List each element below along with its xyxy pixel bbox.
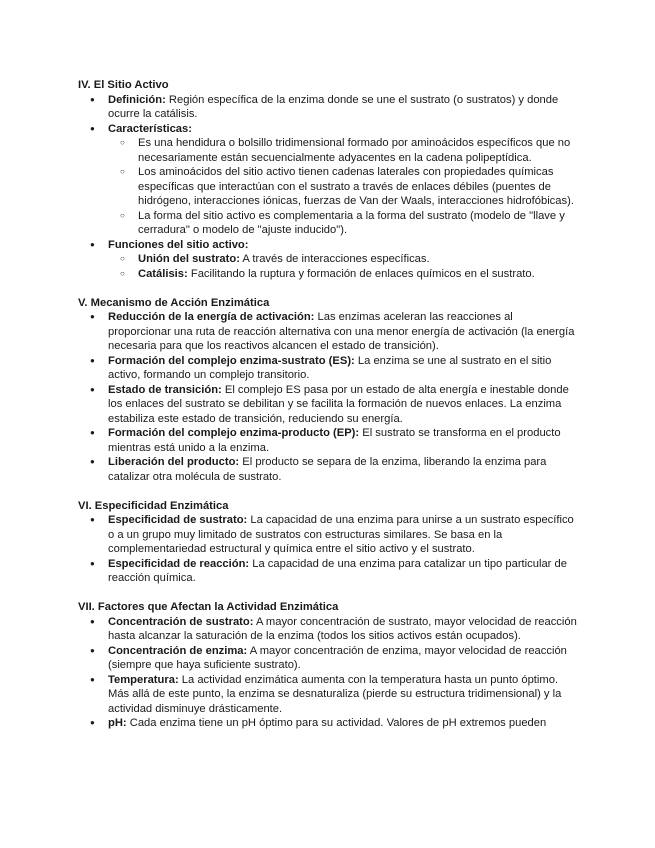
section-heading: VI. Especificidad Enzimática xyxy=(78,499,229,512)
sub-list-item: ○ La forma del sitio activo es complementaria a la forma del sustrato (modelo de "llave y cerradura" o modelo de "ajuste inducido"). xyxy=(108,209,578,238)
list-item xyxy=(78,238,578,282)
term: Formación del complejo enzima-producto (EP): xyxy=(108,427,360,439)
section-factores xyxy=(78,600,578,731)
description: Facilitando la ruptura y formación de enlaces químicos en el sustrato. xyxy=(187,267,535,280)
sub-list-item xyxy=(108,267,578,282)
description: La actividad enzimática aumenta con la temperatura hasta un punto óptimo. Más allá de este punto, la enzima se desnaturaliza (pierde su estructura tridimensional) y la actividad disminuye drásticamente. xyxy=(108,673,562,715)
term: Concentración de enzima: xyxy=(108,644,248,657)
description: Cada enzima tiene un pH óptimo para su actividad. Valores de pH extremos pueden xyxy=(126,717,547,729)
section-sitio-activo xyxy=(78,78,578,281)
description: A través de interacciones específicas. xyxy=(239,253,430,265)
bullet-list xyxy=(78,93,578,282)
description: Región específica de la enzima donde se une el sustrato (o sustratos) y donde ocurre la catálisis. xyxy=(108,93,559,120)
description: A mayor concentración de enzima, mayor velocidad de reacción (siempre que haya suficiente sustrato). xyxy=(108,644,567,671)
list-item xyxy=(78,615,578,644)
term: Estado de transición: xyxy=(108,383,222,396)
list-item xyxy=(78,122,578,238)
document-body xyxy=(78,78,578,731)
sub-list xyxy=(108,252,578,281)
list-item xyxy=(78,426,578,455)
list-item xyxy=(78,310,578,354)
description: La capacidad de una enzima para unirse a un sustrato específico o a un grupo muy limitado de sustratos con estructuras similares. Se basa en la complementariedad estructural y química entre el sitio activo y el sustrato. xyxy=(108,514,574,555)
list-item xyxy=(78,354,578,383)
list-item xyxy=(78,455,578,484)
term: Reducción de la energía de activación: xyxy=(108,311,315,323)
term: Funciones del sitio activo: xyxy=(108,238,249,251)
description: El producto se separa de la enzima, liberando la enzima para catalizar otra molécula de sustrato. xyxy=(108,456,547,483)
bullet-list xyxy=(78,615,578,731)
description: A mayor concentración de sustrato, mayor velocidad de reacción hasta alcanzar la saturación de la enzima (todos los sitios activos están ocupados). xyxy=(108,615,577,642)
description: La enzima se une al sustrato en el sitio activo, formando un complejo transitorio. xyxy=(108,354,552,381)
term: Especificidad de reacción: xyxy=(108,557,250,570)
list-item xyxy=(78,716,578,731)
list-item xyxy=(78,383,578,427)
term: Definición: xyxy=(108,93,166,106)
term: Características: xyxy=(108,122,192,135)
term: Concentración de sustrato: xyxy=(108,615,254,628)
sub-list-item: ○ Los aminoácidos del sitio activo tienen cadenas laterales con propiedades químicas específicas que interactúan con el sustrato a través de enlaces débiles (puentes de hidrógeno, interacciones iónicas, fuerzas de Van der Waals, interacciones hidrofóbicas). xyxy=(108,165,578,209)
description: Las enzimas aceleran las reacciones al proporcionar una ruta de reacción alternativa con una menor energía de activación (la energía necesaria para que los reactivos alcancen el estado de transición). xyxy=(108,311,575,352)
term: Especificidad de sustrato: xyxy=(108,514,248,526)
list-item xyxy=(78,644,578,673)
description: El complejo ES pasa por un estado de alta energía e inestable donde los enlaces del sustrato se debilitan y se facilita la formación de nuevos enlaces. La enzima estabiliza este estado de transición, reduciendo su energía. xyxy=(108,383,569,425)
term: Formación del complejo enzima-sustrato (ES): xyxy=(108,354,355,367)
description: El sustrato se transforma en el producto mientras está unido a la enzima. xyxy=(108,427,561,454)
section-especificidad xyxy=(78,499,578,586)
term: Liberación del producto: xyxy=(108,456,240,468)
list-item xyxy=(78,513,578,557)
term: pH: xyxy=(108,717,127,729)
section-heading: V. Mecanismo de Acción Enzimática xyxy=(78,296,270,309)
description: La capacidad de una enzima para catalizar un tipo particular de reacción química. xyxy=(108,557,567,584)
term: Unión del sustrato: xyxy=(138,253,240,265)
term: Temperatura: xyxy=(108,673,179,686)
bullet-list xyxy=(78,310,578,484)
list-item xyxy=(78,93,578,122)
section-heading: VII. Factores que Afectan la Actividad Enzimática xyxy=(78,601,339,613)
list-item xyxy=(78,557,578,586)
section-heading: IV. El Sitio Activo xyxy=(78,79,169,91)
bullet-list xyxy=(78,513,578,586)
list-item xyxy=(78,673,578,717)
sub-list-item: ○ Es una hendidura o bolsillo tridimensional formado por aminoácidos específicos que no necesariamente están secuencialmente adyacentes en la cadena polipeptídica. xyxy=(108,136,578,165)
section-mecanismo xyxy=(78,296,578,485)
term: Catálisis: xyxy=(138,267,188,280)
sub-list xyxy=(108,136,578,238)
sub-list-item xyxy=(108,252,578,267)
